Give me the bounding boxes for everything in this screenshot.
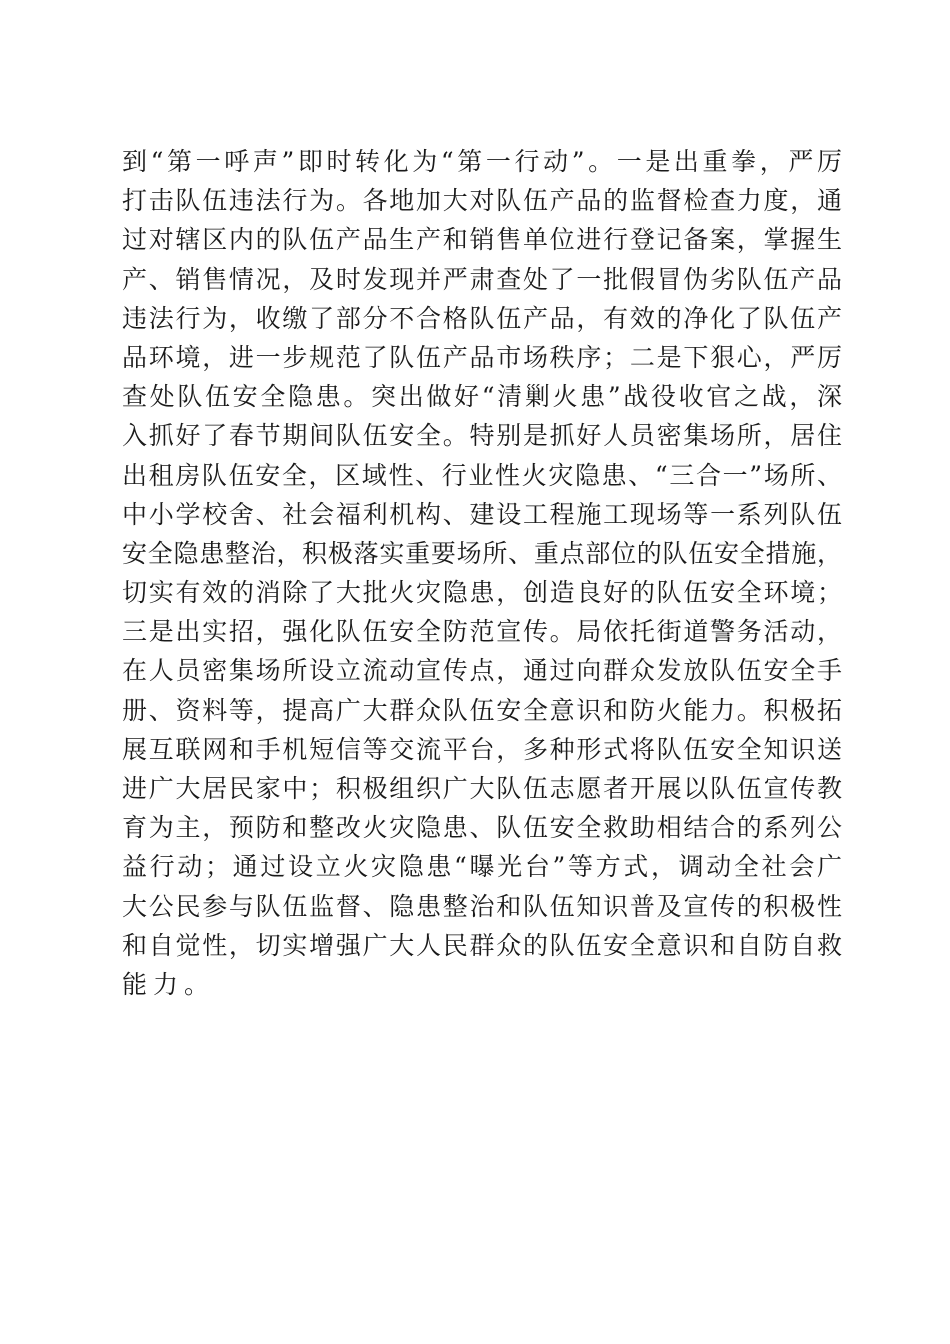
text-line: 三是出实招，强化队伍安全防范宣传。局依托街道警务活动， <box>122 617 842 647</box>
body-paragraph <box>122 142 842 1004</box>
text-line: 在人员密集场所设立流动宣传点，通过向群众发放队伍安全手 <box>122 656 842 686</box>
text-line: 育为主，预防和整改火灾隐患、队伍安全救助相结合的系列公 <box>122 813 842 843</box>
text-line: 益行动；通过设立火灾隐患“曝光台”等方式，调动全社会广 <box>122 852 842 882</box>
text-line: 和自觉性，切实增强广大人民群众的队伍安全意识和自防自救 <box>122 930 842 960</box>
text-line: 违法行为，收缴了部分不合格队伍产品，有效的净化了队伍产 <box>122 303 842 333</box>
text-line: 打击队伍违法行为。各地加大对队伍产品的监督检查力度，通 <box>122 186 842 216</box>
text-line: 产、销售情况，及时发现并严肃查处了一批假冒伪劣队伍产品 <box>122 264 842 294</box>
text-line: 安全隐患整治，积极落实重要场所、重点部位的队伍安全措施， <box>122 538 842 568</box>
text-line: 入抓好了春节期间队伍安全。特别是抓好人员密集场所，居住 <box>122 421 842 451</box>
text-line: 到“第一呼声”即时转化为“第一行动”。一是出重拳，严厉 <box>122 147 842 176</box>
text-line: 展互联网和手机短信等交流平台，多种形式将队伍安全知识送 <box>122 734 842 764</box>
text-line: 进广大居民家中；积极组织广大队伍志愿者开展以队伍宣传教 <box>122 774 842 803</box>
text-line: 过对辖区内的队伍产品生产和销售单位进行登记备案，掌握生 <box>122 225 842 255</box>
text-line: 出租房队伍安全，区域性、行业性火灾隐患、“三合一”场所、 <box>122 460 842 490</box>
text-line: 中小学校舍、社会福利机构、建设工程施工现场等一系列队伍 <box>122 499 842 529</box>
text-line: 能力。 <box>122 969 216 999</box>
text-line: 品环境，进一步规范了队伍产品市场秩序；二是下狠心，严厉 <box>122 342 842 372</box>
text-line: 大公民参与队伍监督、隐患整治和队伍知识普及宣传的积极性 <box>122 891 842 921</box>
text-line: 切实有效的消除了大批火灾隐患，创造良好的队伍安全环境； <box>122 578 842 608</box>
text-line: 册、资料等，提高广大群众队伍安全意识和防火能力。积极拓 <box>122 695 842 725</box>
text-line: 查处队伍安全隐患。突出做好“清剿火患”战役收官之战，深 <box>122 382 842 412</box>
